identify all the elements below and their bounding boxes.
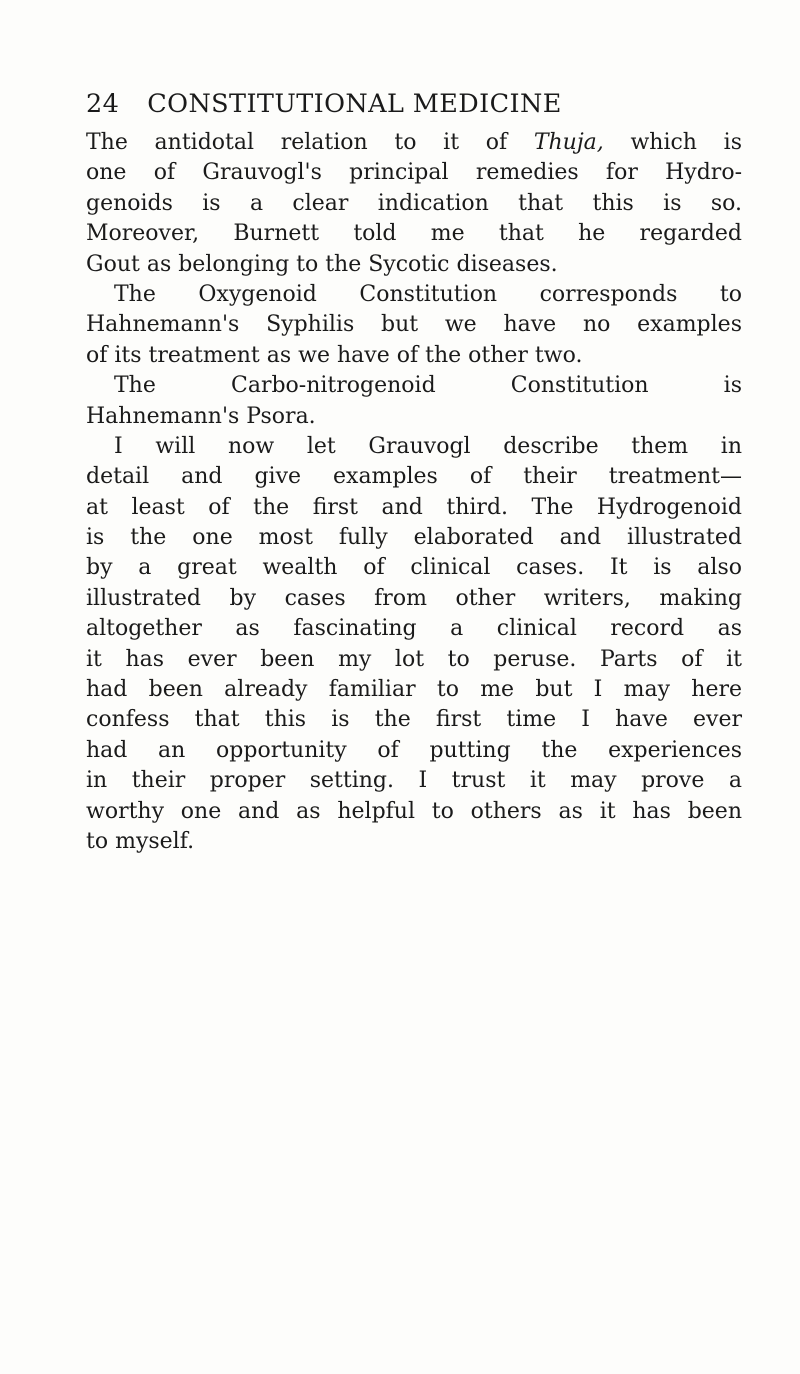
text-line: The Carbo-nitrogenoid Constitution is — [114, 373, 742, 399]
text-line: illustrated by cases from other writers, making — [86, 585, 742, 611]
page-number: 24 — [86, 89, 120, 119]
text-line: Gout as belonging to the Sycotic diseases. — [86, 251, 558, 277]
text-line: of its treatment as we have of the other two. — [86, 342, 583, 368]
text-line: genoids is a clear indication that this is so. — [86, 190, 742, 216]
text-line: The antidotal relation to it of Thuja, which is — [86, 130, 742, 155]
paragraph — [86, 432, 742, 857]
text-line: had been already familiar to me but I may here — [86, 677, 742, 703]
text-line: to myself. — [86, 828, 195, 854]
text-line: Hahnemann's Psora. — [86, 403, 316, 429]
text-line: is the one most fully elaborated and illustrated — [86, 525, 742, 551]
text-line: it has ever been my lot to peruse. Parts of it — [86, 646, 742, 672]
text-line: one of Grauvogl's principal remedies for Hydro- — [86, 160, 742, 186]
text-line: altogether as fascinating a clinical record as — [86, 616, 742, 642]
paragraph — [86, 128, 742, 280]
text-line: in their proper setting. I trust it may prove a — [86, 768, 742, 794]
text-line: at least of the first and third. The Hydrogenoid — [86, 494, 742, 520]
text-line: Moreover, Burnett told me that he regarded — [86, 221, 742, 247]
text-line: worthy one and as helpful to others as it has been — [86, 798, 742, 824]
paragraph — [86, 280, 742, 371]
text-line: confess that this is the first time I have ever — [86, 707, 742, 733]
running-head — [86, 84, 746, 124]
paragraph — [86, 371, 742, 432]
body-text — [86, 128, 742, 857]
text-line: detail and give examples of their treatment— — [86, 464, 742, 490]
text-line: had an opportunity of putting the experiences — [86, 737, 742, 763]
text-line: Hahnemann's Syphilis but we have no examples — [86, 312, 742, 338]
text-line: The Oxygenoid Constitution corresponds to — [114, 281, 742, 307]
italic-term: Thuja, — [533, 130, 604, 155]
text-line: by a great wealth of clinical cases. It is also — [86, 555, 742, 581]
running-title: CONSTITUTIONAL MEDICINE — [147, 89, 562, 119]
text-line: I will now let Grauvogl describe them in — [114, 433, 742, 459]
